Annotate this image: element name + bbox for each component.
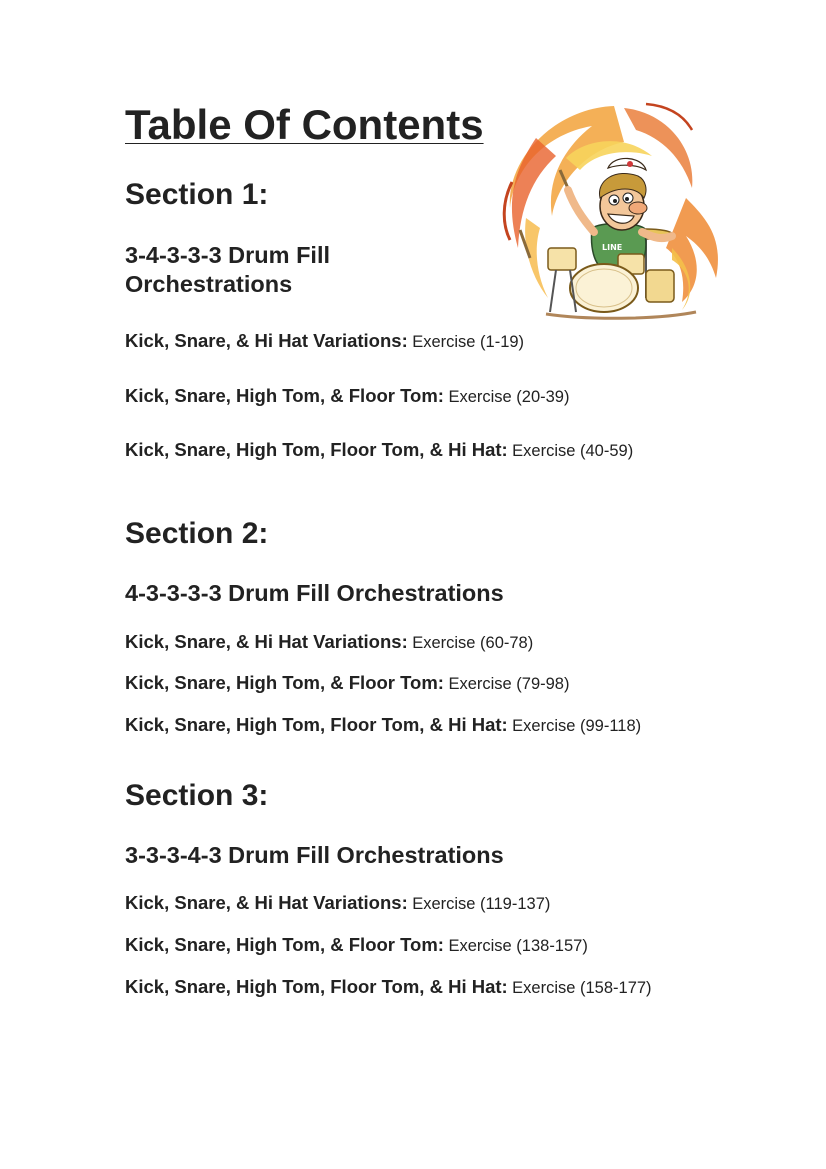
entry-range: Exercise (79-98) [448,675,570,693]
cartoon-drummer-icon [496,98,728,326]
entry-range: Exercise (1-19) [412,333,525,351]
section-1-subheading-line2: Orchestrations [125,271,293,297]
entry-label: Kick, Snare, High Tom, & Floor Tom: [125,934,444,955]
toc-entry [125,933,588,959]
section-3-subheading: 3-3-3-4-3 Drum Fill Orchestrations [125,842,504,868]
toc-entry [125,671,569,697]
page-title: Table Of Contents [125,101,484,148]
shirt-text: LINE [602,243,623,252]
entry-label: Kick, Snare, High Tom, Floor Tom, & Hi Hat: [125,439,508,460]
entry-label: Kick, Snare, High Tom, & Floor Tom: [125,385,444,406]
entry-label: Kick, Snare, & Hi Hat Variations: [125,892,408,913]
section-1-subheading-line1: 3-4-3-3-3 Drum Fill [125,242,331,268]
section-2-heading: Section 2: [125,517,269,550]
section-2-subheading: 4-3-3-3-3 Drum Fill Orchestrations [125,580,504,606]
entry-range: Exercise (60-78) [412,634,534,652]
toc-entry [125,891,550,917]
entry-range: Exercise (158-177) [512,979,652,997]
toc-entry [125,713,641,739]
entry-label: Kick, Snare, High Tom, Floor Tom, & Hi Hat: [125,976,508,997]
section-3-heading: Section 3: [125,779,269,812]
toc-entry [125,438,633,464]
entry-range: Exercise (138-157) [448,937,588,955]
entry-range: Exercise (99-118) [512,717,642,735]
entry-label: Kick, Snare, & Hi Hat Variations: [125,330,408,351]
entry-range: Exercise (20-39) [448,388,570,406]
entry-label: Kick, Snare, High Tom, & Floor Tom: [125,672,444,693]
toc-entry [125,630,533,656]
entry-label: Kick, Snare, High Tom, Floor Tom, & Hi Hat: [125,714,508,735]
toc-entry [125,975,652,1001]
entry-range: Exercise (40-59) [512,442,634,460]
toc-entry [125,329,524,355]
section-1-heading: Section 1: [125,178,269,211]
entry-range: Exercise (119-137) [412,895,551,913]
entry-label: Kick, Snare, & Hi Hat Variations: [125,631,408,652]
toc-entry [125,384,569,410]
